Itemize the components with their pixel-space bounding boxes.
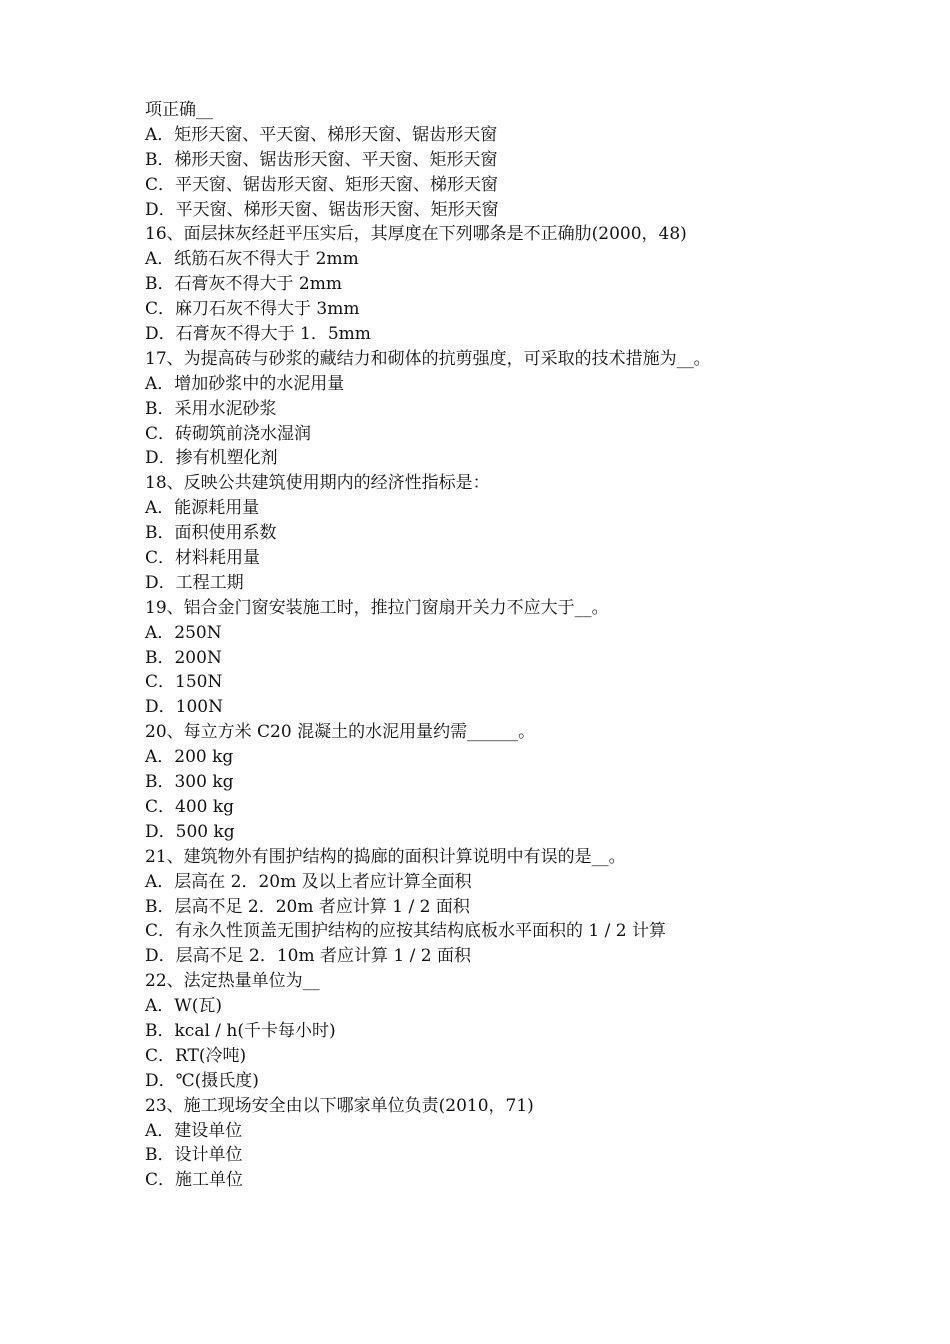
- question-line: 21、建筑物外有围护结构的捣廊的面积计算说明中有误的是__。: [145, 846, 626, 867]
- option-line: A．增加砂浆中的水泥用量: [145, 373, 345, 394]
- option-line: D．掺有机塑化剂: [145, 448, 278, 469]
- option-line: A．纸筋石灰不得大于 2mm: [145, 249, 359, 270]
- question-line: 20、每立方米 C20 混凝土的水泥用量约需______。: [145, 722, 536, 743]
- option-line: A．W(瓦): [145, 996, 223, 1017]
- option-line: A．层高在 2．20m 及以上者应计算全面积: [145, 871, 472, 892]
- option-line: C．平天窗、锯齿形天窗、矩形天窗、梯形天窗: [145, 174, 499, 195]
- option-line: D．工程工期: [145, 572, 244, 593]
- option-line: A．能源耗用量: [145, 498, 260, 519]
- option-line: D．石膏灰不得大于 1．5mm: [145, 324, 371, 345]
- option-line: B．石膏灰不得大于 2mm: [145, 274, 342, 295]
- option-line: D．℃(摄氏度): [145, 1070, 259, 1091]
- option-line: B．梯形天窗、锯齿形天窗、平天窗、矩形天窗: [145, 149, 498, 170]
- option-line: C．麻刀石灰不得大于 3mm: [145, 299, 360, 320]
- text-line: 项正确__: [145, 100, 213, 120]
- option-line: A．建设单位: [145, 1120, 243, 1141]
- option-line: C．RT(冷吨): [145, 1045, 247, 1066]
- question-line: 18、反映公共建筑使用期内的经济性指标是：: [145, 473, 490, 494]
- option-line: B．kcal / h(千卡每小时): [145, 1020, 336, 1041]
- option-line: C．砖砌筑前浇水湿润: [145, 423, 312, 444]
- option-line: A．200 kg: [145, 747, 234, 768]
- option-line: B．层高不足 2．20m 者应计算 1 / 2 面积: [145, 896, 470, 917]
- option-line: C．有永久性顶盖无围护结构的应按其结构底板水平面积的 1 / 2 计算: [145, 921, 666, 942]
- option-line: B．200N: [145, 647, 222, 668]
- option-line: A．250N: [145, 622, 222, 643]
- option-line: C．150N: [145, 672, 223, 693]
- document-page: [145, 98, 905, 1193]
- option-line: B．设计单位: [145, 1145, 243, 1166]
- option-line: D．层高不足 2．10m 者应计算 1 / 2 面积: [145, 946, 471, 967]
- option-line: B．面积使用系数: [145, 523, 277, 544]
- option-line: C．400 kg: [145, 796, 235, 817]
- option-line: C．施工单位: [145, 1170, 244, 1191]
- option-line: B．300 kg: [145, 772, 234, 793]
- question-line: 17、为提高砖与砂浆的藏结力和砌体的抗剪强度，可采取的技术措施为__。: [145, 348, 711, 369]
- question-line: 19、铝合金门窗安装施工时，推拉门窗扇开关力不应大于__。: [145, 597, 609, 618]
- option-line: B．采用水泥砂浆: [145, 398, 277, 419]
- question-line: 16、面层抹灰经赶平压实后，其厚度在下列哪条是不正确肋(2000，48): [145, 224, 687, 245]
- option-line: D．500 kg: [145, 821, 235, 842]
- option-line: C．材料耗用量: [145, 548, 261, 569]
- option-line: A．矩形天窗、平天窗、梯形天窗、锯齿形天窗: [145, 124, 498, 145]
- question-line: 23、施工现场安全由以下哪家单位负责(2010，71): [145, 1095, 534, 1116]
- option-line: D．平天窗、梯形天窗、锯齿形天窗、矩形天窗: [145, 199, 499, 220]
- question-line: 22、法定热量单位为__: [145, 971, 320, 992]
- option-line: D．100N: [145, 697, 223, 718]
